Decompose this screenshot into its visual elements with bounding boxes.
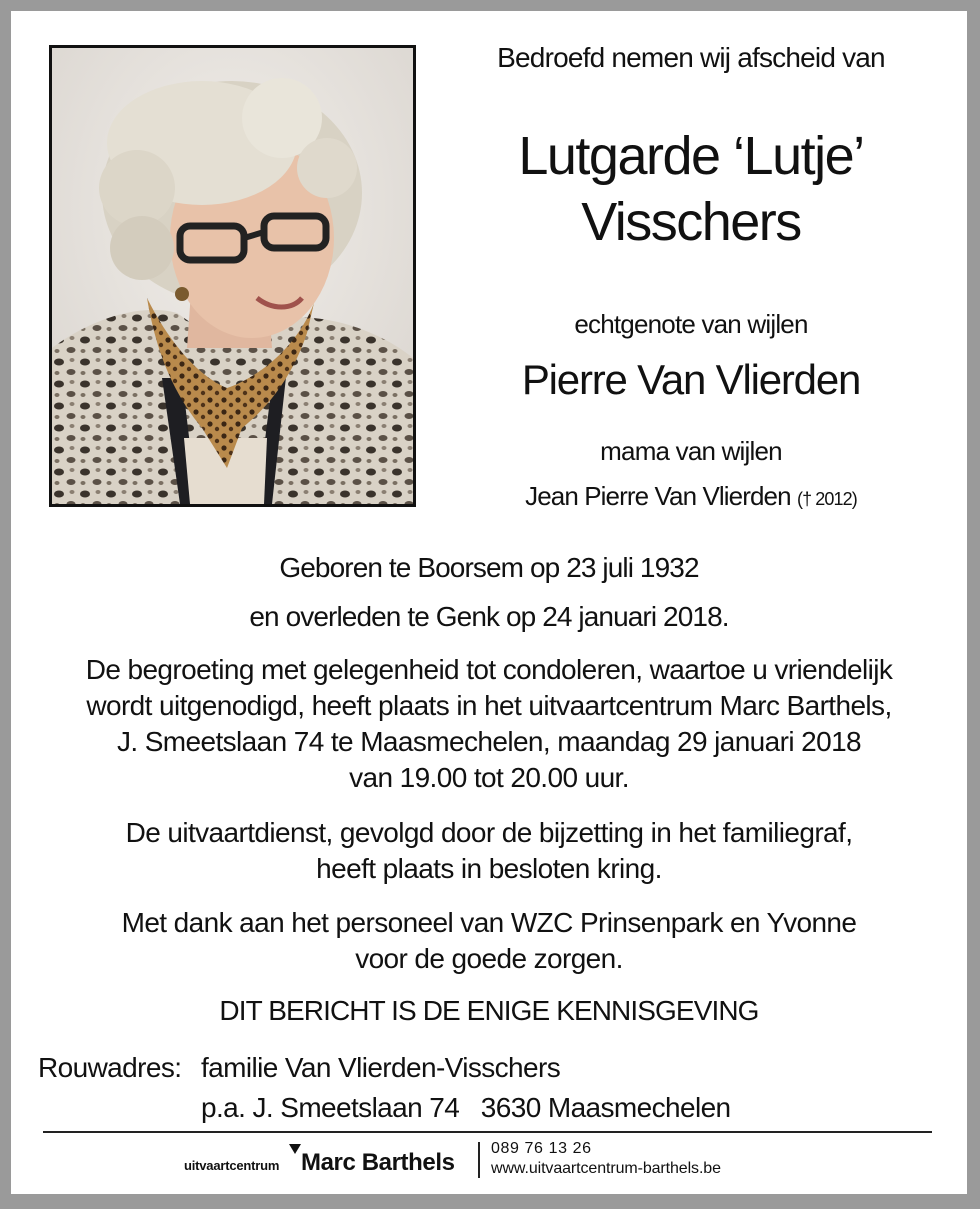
son-label: mama van wijlen <box>600 436 782 466</box>
name-line-2: Visschers <box>581 192 801 252</box>
logo-triangle-icon <box>289 1144 301 1154</box>
birth-death-block <box>111 543 867 641</box>
footer-divider <box>43 1131 932 1133</box>
service-paragraph <box>31 815 947 887</box>
funeral-home-logo: Marc Barthels <box>301 1149 455 1176</box>
deceased-name <box>451 123 931 255</box>
footer-website: www.uitvaartcentrum-barthels.be <box>491 1160 721 1177</box>
footer-prefix: uitvaartcentrum <box>184 1158 280 1173</box>
thanks-line: Met dank aan het personeel van WZC Prinsenpark en Yvonne <box>121 907 857 938</box>
address-label: Rouwadres: <box>38 1052 182 1083</box>
spouse-label: echtgenote van wijlen <box>574 309 808 339</box>
born-line: Geboren te Boorsem op 23 juli 1932 <box>279 552 699 583</box>
spouse-name: Pierre Van Vlierden <box>521 356 861 403</box>
son-name: Jean Pierre Van Vlierden <box>525 481 791 511</box>
thanks-paragraph <box>31 905 947 977</box>
condolence-line: De begroeting met gelegenheid tot condoleren, waartoe u vriendelijk <box>85 654 893 685</box>
died-line: en overleden te Genk op 24 januari 2018. <box>249 601 729 632</box>
name-line-1: Lutgarde ‘Lutje’ <box>518 126 864 186</box>
obituary-card <box>11 11 967 1194</box>
son-death-year: († 2012) <box>797 489 857 509</box>
intro-line: Bedroefd nemen wij afscheid van <box>497 42 885 73</box>
condolence-line: van 19.00 tot 20.00 uur. <box>349 762 629 793</box>
notice-line: DIT BERICHT IS DE ENIGE KENNISGEVING <box>219 995 759 1026</box>
footer-phone: 089 76 13 26 <box>491 1140 592 1157</box>
address-family: familie Van Vlierden-Visschers <box>201 1052 561 1083</box>
service-line: heeft plaats in besloten kring. <box>316 853 662 884</box>
thanks-line: voor de goede zorgen. <box>355 943 623 974</box>
condolence-paragraph <box>31 652 947 796</box>
service-line: De uitvaartdienst, gevolgd door de bijzetting in het familiegraf, <box>125 817 853 848</box>
address-city: 3630 Maasmechelen <box>480 1092 731 1123</box>
address-street: p.a. J. Smeetslaan 74 <box>201 1092 460 1123</box>
condolence-line: wordt uitgenodigd, heeft plaats in het uitvaartcentrum Marc Barthels, <box>86 690 892 721</box>
son-line <box>451 481 931 512</box>
mourning-address <box>38 1048 731 1128</box>
condolence-line: J. Smeetslaan 74 te Maasmechelen, maandag 29 januari 2018 <box>116 726 862 757</box>
portrait-photo <box>49 45 416 507</box>
footer-separator <box>478 1142 480 1178</box>
